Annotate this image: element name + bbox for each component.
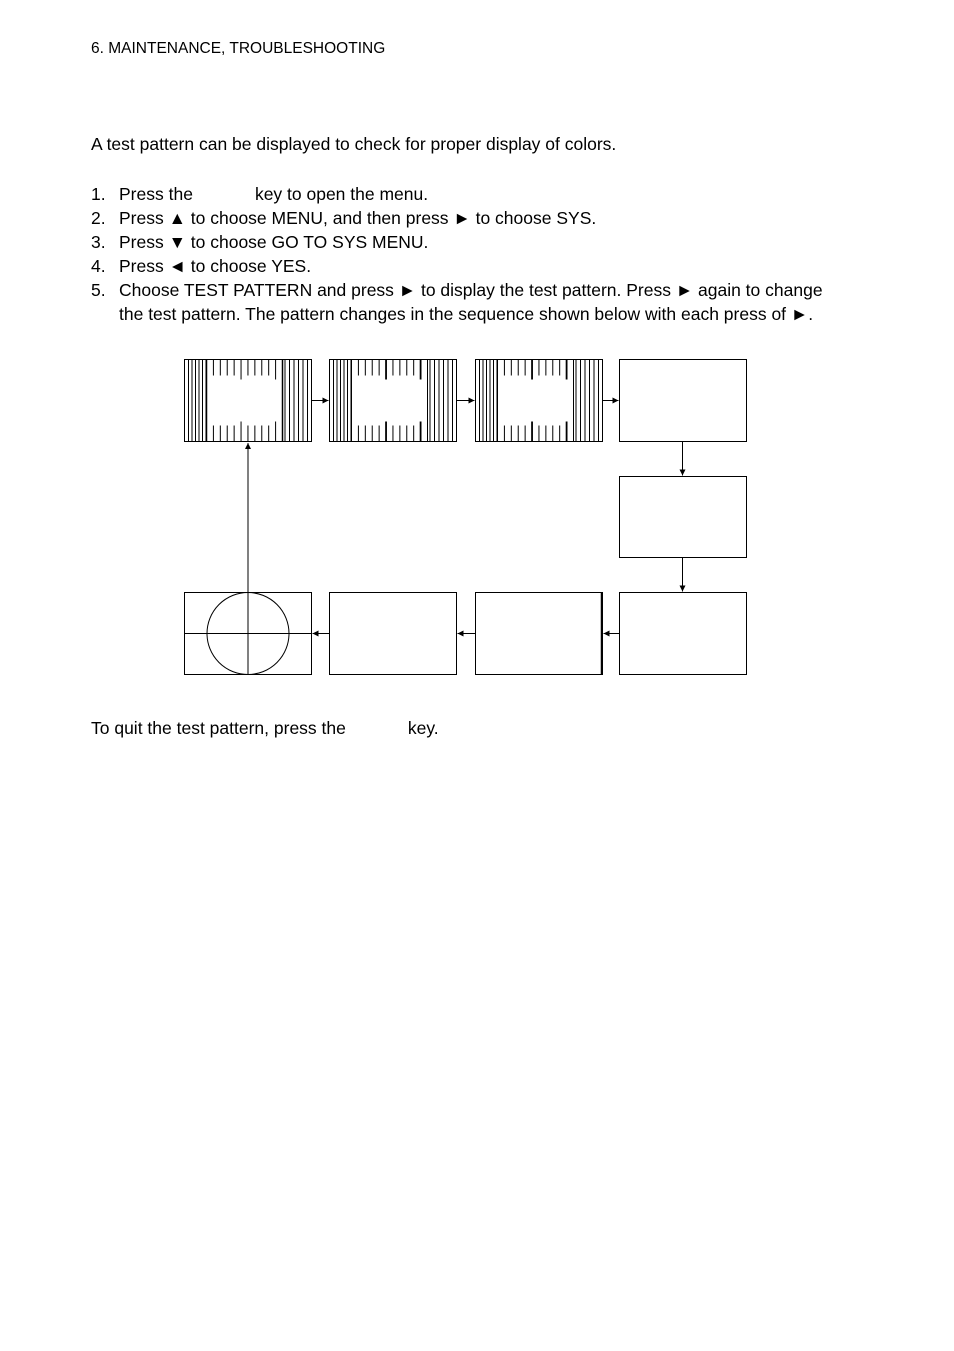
- pattern-box-5: [620, 477, 747, 558]
- pattern-box-7: [476, 593, 603, 675]
- step-text: Press ▼ to choose GO TO SYS MENU.: [119, 232, 429, 252]
- step-number: 2.: [91, 208, 106, 228]
- pattern-box-4: [620, 360, 747, 442]
- quit-text-after: key.: [407, 718, 439, 738]
- pattern-box-2: [330, 360, 457, 442]
- step-number: 1.: [91, 184, 106, 204]
- step-text: Choose TEST PATTERN and press ► to display the test pattern. Press ► again to change the test pattern. The pattern changes in the sequence shown below with each press of ►.: [119, 280, 823, 324]
- quit-text-before: To quit the test pattern, press the: [91, 718, 346, 738]
- quit-instruction: [91, 718, 439, 739]
- pattern-box-8: [330, 593, 457, 675]
- step-text-before: Press the: [119, 184, 193, 204]
- step-text: Press ◄ to choose YES.: [119, 256, 312, 276]
- pattern-box-6: [620, 593, 747, 675]
- sequence-arrows: [248, 401, 683, 675]
- pattern-box-1: [185, 360, 312, 442]
- step-text: Press ▲ to choose MENU, and then press ► to choose SYS.: [119, 208, 597, 228]
- pattern-box-3: [476, 360, 603, 442]
- step-number: 5.: [91, 280, 106, 300]
- intro-text: A test pattern can be displayed to check for proper display of colors.: [91, 134, 617, 154]
- step-number: 4.: [91, 256, 106, 276]
- step-text-after: key to open the menu.: [254, 184, 429, 204]
- step-number: 3.: [91, 232, 106, 252]
- section-header: 6. MAINTENANCE, TROUBLESHOOTING: [91, 40, 386, 57]
